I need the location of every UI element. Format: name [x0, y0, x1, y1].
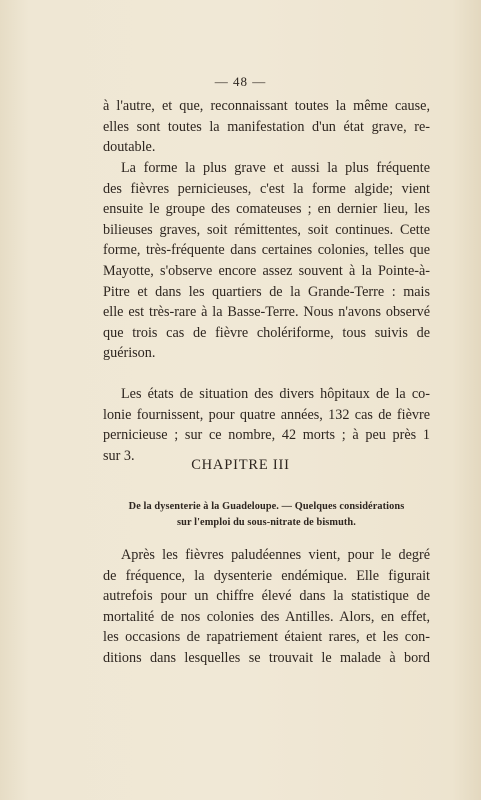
text-line: elles sont toutes la manifestation d'un état grave, re- [103, 118, 430, 135]
text-line: doutable. [103, 139, 156, 156]
subtitle-line: sur l'emploi du sous-nitrate de bismuth. [177, 517, 356, 528]
text-line: Après les fièvres paludéennes vient, pour le degré [121, 547, 430, 563]
paragraph-1 [103, 96, 430, 158]
text-line: autrefois pour un chiffre élevé dans la statistique de [103, 588, 430, 605]
text-line: ditions dans lesquelles se trouvait le malade à bord [103, 649, 430, 666]
chapter-title: CHAPITRE III [191, 457, 290, 473]
text-line: mortalité de nos colonies des Antilles. Alors, en effet, [103, 608, 430, 625]
page-number: — 48 — [214, 74, 267, 89]
text-line: lonie fournissent, pour quatre années, 132 cas de fièvre [103, 406, 430, 423]
text-line: guérison. [103, 345, 156, 362]
text-line: forme, très-fréquente dans certaines colonies, telles que [103, 242, 430, 259]
text-line: La forme la plus grave et aussi la plus fréquente [121, 160, 430, 176]
text-line: que trois cas de fièvre cholériforme, tous suivis de [103, 324, 430, 341]
paragraph-2 [103, 158, 430, 364]
subtitle-line: De la dysenterie à la Guadeloupe. — Quelques considérations [128, 501, 405, 512]
text-line: pernicieuse ; sur ce nombre, 42 morts ; à peu près 1 [103, 427, 430, 444]
chapter-paragraph [103, 545, 430, 669]
text-line: Mayotte, s'observe encore assez souvent à la Pointe-à- [103, 262, 430, 279]
text-line: Pitre et dans les quartiers de la Grande-Terre : mais [103, 283, 430, 300]
chapter-subtitle [103, 499, 430, 531]
text-line: sur 3. [103, 447, 135, 464]
text-line: Les états de situation des divers hôpitaux de la co- [121, 386, 430, 402]
text-line: ensuite le groupe des comateuses ; en dernier lieu, les [103, 201, 430, 218]
text-line: de fréquence, la dysenterie endémique. Elle figurait [103, 567, 430, 584]
text-line: des fièvres pernicieuses, c'est la forme algide; vient [103, 180, 430, 197]
paragraph-3 [103, 384, 430, 466]
text-line: elle est très-rare à la Basse-Terre. Nous n'avons observé [103, 304, 430, 321]
text-line: à l'autre, et que, reconnaissant toutes la même cause, [103, 98, 430, 114]
text-line: bilieuses graves, soit rémittentes, soit continues. Cette [103, 221, 430, 238]
text-line: les occasions de rapatriement étaient rares, et les con- [103, 629, 430, 646]
